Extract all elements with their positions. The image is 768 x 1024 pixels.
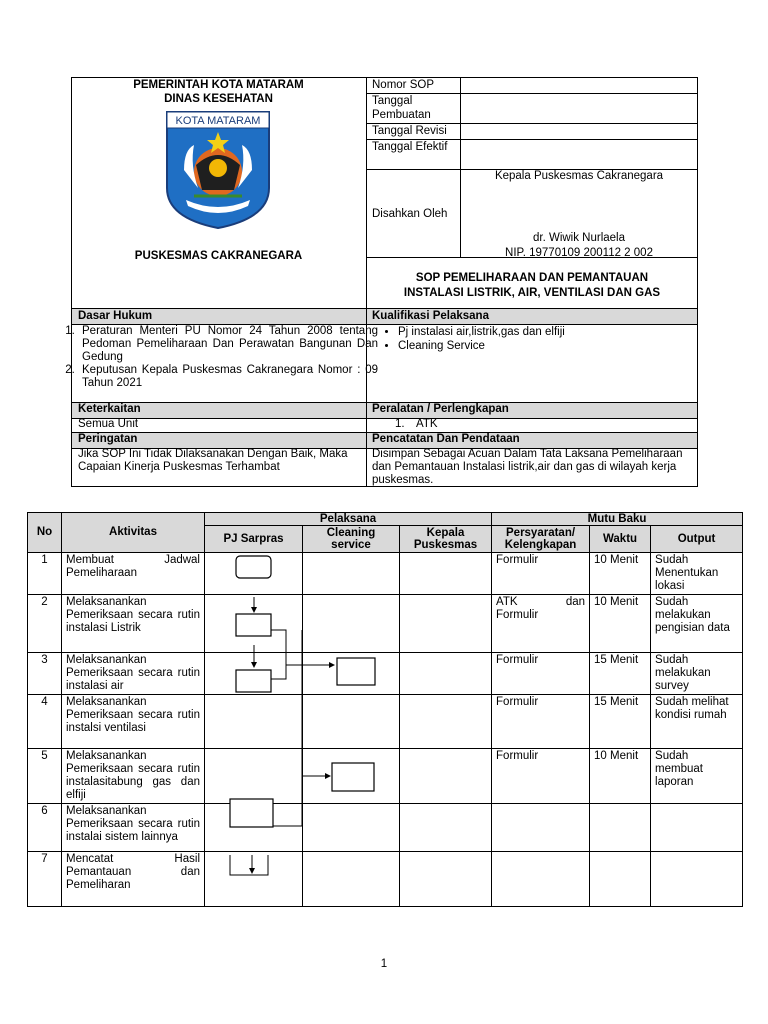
- row-persyaratan: Formulir: [492, 695, 590, 749]
- label-tanggal-efektif: Tanggal Efektif: [372, 141, 448, 153]
- label-pencatatan: Pencatatan Dan Pendataan: [372, 433, 520, 445]
- col-pelaksana: Pelaksana: [205, 513, 492, 526]
- col-mutu-baku: Mutu Baku: [492, 513, 743, 526]
- col-persyaratan: Persyaratan/ Kelengkapan: [492, 526, 590, 553]
- keterkaitan-value: Semua Unit: [78, 418, 139, 430]
- row-no: 3: [28, 653, 62, 695]
- row-persyaratan: Formulir: [492, 553, 590, 595]
- label-peringatan: Peringatan: [78, 433, 138, 445]
- col-cleaning-service: Cleaning service: [303, 526, 400, 553]
- label-dasar-hukum: Dasar Hukum: [78, 310, 153, 322]
- col-pj-sarpras: PJ Sarpras: [205, 526, 303, 553]
- flow-connector: [271, 630, 286, 679]
- label-peralatan: Peralatan / Perlengkapan: [372, 403, 509, 415]
- row-waktu: 10 Menit: [590, 595, 651, 653]
- row-aktivitas: Melaksanankan Pemeriksaan secara rutin instalsi ventilasi: [62, 695, 205, 749]
- sop-title: SOP PEMELIHARAAN DAN PEMANTAUAN INSTALASI LISTRIK, AIR, VENTILASI DAN GAS: [403, 272, 661, 299]
- peralatan-value: ATK: [416, 418, 438, 430]
- approver-name: dr. Wiwik Nurlaela: [532, 232, 626, 244]
- label-keterkaitan: Keterkaitan: [78, 403, 141, 415]
- row-aktivitas: Melaksanankan Pemeriksaan secara rutin instalasitabung gas dan elfiji: [62, 749, 205, 804]
- pencatatan-value: Disimpan Sebagai Acuan Dalam Tata Laksana Pemeliharaan dan Pemantauan Instalasi listrik,air dan gas di wilayah kerja puskesmas.: [372, 448, 683, 486]
- row-aktivitas: Melaksanankan Pemeriksaan secara rutin instalai sistem lainnya: [62, 804, 205, 852]
- flow-step-listrik: [236, 614, 271, 636]
- row-no: 6: [28, 804, 62, 852]
- row-output: Sudah Menentukan lokasi: [651, 553, 743, 595]
- row-output: Sudah melakukan survey: [651, 653, 743, 695]
- flow-step-cleaning-1: [337, 658, 375, 685]
- row-output: Sudah melakukan pengisian data: [651, 595, 743, 653]
- row-waktu: 15 Menit: [590, 695, 651, 749]
- row-no: 4: [28, 695, 62, 749]
- peringatan-value: Jika SOP Ini Tidak Dilaksanakan Dengan Baik, Maka Capaian Kinerja Puskesmas Terhambat: [78, 448, 348, 473]
- col-kepala-puskesmas: Kepala Puskesmas: [400, 526, 492, 553]
- col-waktu: Waktu: [590, 526, 651, 553]
- flow-connector: [230, 855, 268, 875]
- row-waktu: 10 Menit: [590, 749, 651, 804]
- row-aktivitas: Mencatat Hasil Pemantauan dan Pemeliharan: [62, 852, 205, 907]
- row-aktivitas: Membuat Jadwal Pemeliharaan: [62, 553, 205, 595]
- row-waktu: 10 Menit: [590, 553, 651, 595]
- label-disahkan-oleh: Disahkan Oleh: [372, 208, 448, 220]
- label-tanggal-pembuatan: Tanggal Pembuatan: [372, 95, 431, 121]
- row-no: 5: [28, 749, 62, 804]
- kualifikasi-item: • Cleaning Service: [398, 339, 728, 353]
- flow-step-sistem: [230, 799, 273, 827]
- row-waktu: 15 Menit: [590, 653, 651, 695]
- dasar-hukum-item: 1. Peraturan Menteri PU Nomor 24 Tahun 2008 tentang Pedoman Pemeliharaan Dan Perawatan Bangunan Dan Gedung: [78, 325, 378, 364]
- col-output: Output: [651, 526, 743, 553]
- org-name: PEMERINTAH KOTA MATARAM DINAS KESEHATAN: [133, 79, 304, 105]
- dasar-hukum-item: 2. Keputusan Kepala Puskesmas Cakranegara Nomor : 09 Tahun 2021: [78, 364, 378, 390]
- label-kualifikasi: Kualifikasi Pelaksana: [372, 310, 489, 322]
- col-aktivitas: Aktivitas: [62, 513, 205, 553]
- flow-start-terminator: [236, 556, 271, 578]
- label-tanggal-revisi: Tanggal Revisi: [372, 125, 447, 137]
- row-output: Sudah membuat laporan: [651, 749, 743, 804]
- row-aktivitas: Melaksanankan Pemeriksaan secara rutin instalasi air: [62, 653, 205, 695]
- logo-text: KOTA MATARAM: [175, 115, 261, 127]
- label-nomor-sop: Nomor SOP: [372, 79, 434, 91]
- kualifikasi-item: • Pj instalasi air,listrik,gas dan elfiji: [398, 325, 728, 339]
- approver-title: Kepala Puskesmas Cakranegara: [494, 170, 664, 182]
- row-no: 1: [28, 553, 62, 595]
- row-no: 7: [28, 852, 62, 907]
- flow-step-air: [236, 670, 271, 692]
- approver-nip: NIP. 19770109 200112 2 002: [505, 247, 653, 259]
- col-no: No: [28, 513, 62, 553]
- row-output: Sudah melihat kondisi rumah: [651, 695, 743, 749]
- row-aktivitas: Melaksanankan Pemeriksaan secara rutin instalasi Listrik: [62, 595, 205, 653]
- unit-name: PUSKESMAS CAKRANEGARA: [134, 250, 303, 262]
- flow-step-cleaning-2: [332, 763, 374, 791]
- page-number: 1: [380, 958, 388, 970]
- peralatan-marker: 1.: [395, 418, 405, 430]
- row-persyaratan: Formulir: [492, 749, 590, 804]
- row-persyaratan: ATK dan Formulir: [492, 595, 590, 653]
- row-no: 2: [28, 595, 62, 653]
- row-persyaratan: Formulir: [492, 653, 590, 695]
